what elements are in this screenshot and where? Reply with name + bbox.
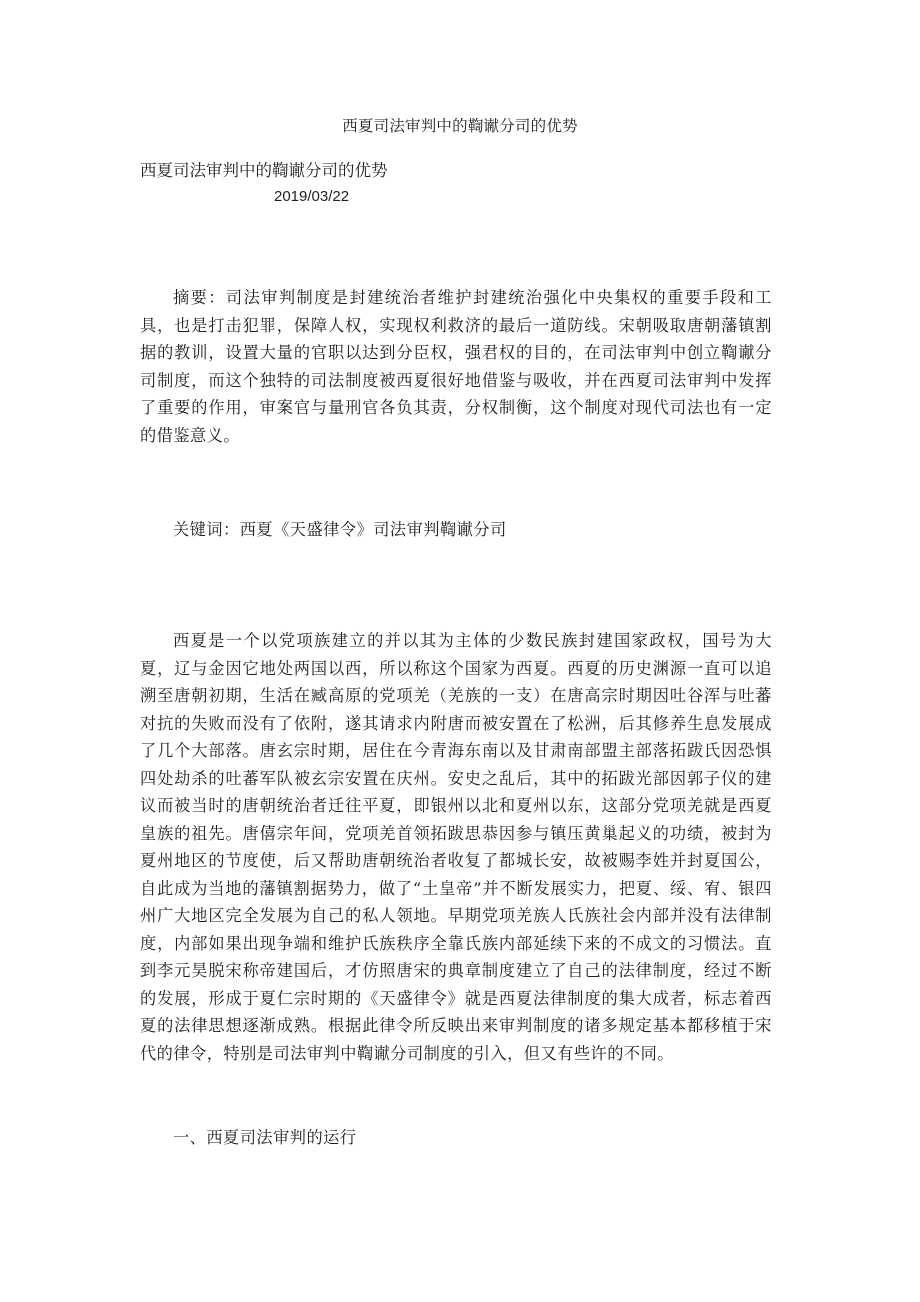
document-title: 西夏司法审判中的鞫谳分司的优势 [342,117,578,135]
publish-date: 2019/03/22 [274,188,350,205]
keywords-line: 关键词：西夏《天盛律令》司法审判鞫谳分司 [173,520,507,539]
abstract-paragraph: 摘要：司法审判制度是封建统治者维护封建统治强化中央集权的重要手段和工具，也是打击犯罪，保障人权，实现权利救济的最后一道防线。宋朝吸取唐朝藩镇割据的教训，设置大量的官职以达到分臣权，强君权的目的，在司法审判中创立鞫谳分司制度，而这个独特的司法制度被西夏很好地借鉴与吸收，并在西夏司法审判中发挥了重要的作用，审案官与量刑官各负其责，分权制衡，这个制度对现代司法也有一定的借鉴意义。 [140,288,772,445]
intro-paragraph: 西夏是一个以党项族建立的并以其为主体的少数民族封建国家政权，国号为大夏，辽与金因它地处两国以西，所以称这个国家为西夏。西夏的历史渊源一直可以追溯至唐朝初期，生活在臧高原的党项羌（羌族的一支）在唐高宗时期因吐谷浑与吐蕃对抗的失败而没有了依附，遂其请求内附唐而被安置在了松洲，后其修养生息发展成了几个大部落。唐玄宗时期，居住在今青海东南以及甘肃南部盟主部落拓跋氏因恐惧四处劫杀的吐蕃军队被玄宗安置在庆州。安史之乱后，其中的拓跋光部因郭子仪的建议而被当时的唐朝统治者迁往平夏，即银州以北和夏州以东，这部分党项羌就是西夏皇族的祖先。唐僖宗年间，党项羌首领拓跋思恭因参与镇压黄巢起义的功绩，被封为夏州地区的节度使，后又帮助唐朝统治者收复了都城长安，故被赐李姓并封夏国公，自此成为当地的藩镇割据势力，做了“土皇帝”并不断发展实力，把夏、绥、宥、银四州广大地区完全发展为自己的私人领地。早期党项羌族人氏族社会内部并没有法律制度，内部如果出现争端和维护氏族秩序全靠氏族内部延续下来的不成文的习惯法。直到李元昊脱宋称帝建国后，才仿照唐宋的典章制度建立了自己的法律制度，经过不断的发展，形成于夏仁宗时期的《天盛律令》就是西夏法律制度的集大成者，标志着西夏的法律思想逐渐成熟。根据此律令所反映出来审判制度的诸多规定基本都移植于宋代的律令，特别是司法审判中鞫谳分司制度的引入，但又有些许的不同。 [140,631,772,1063]
section-heading-1: 一、西夏司法审判的运行 [173,1128,357,1147]
article-title: 西夏司法审判中的鞫谳分司的优势 [140,161,388,180]
